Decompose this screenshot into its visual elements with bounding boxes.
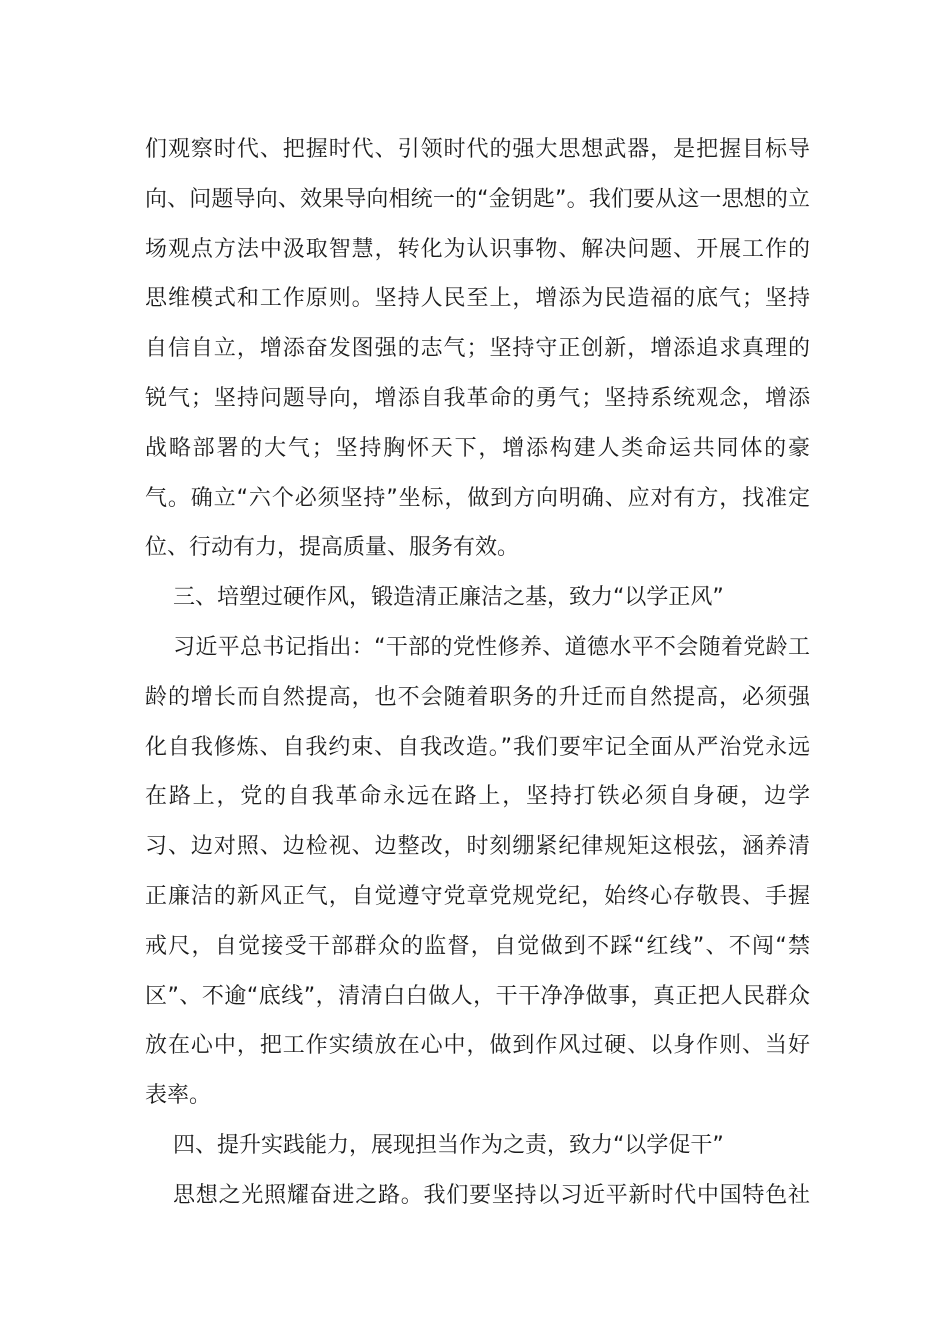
text-line: 在路上，党的自我革命永远在路上，坚持打铁必须自身硬，边学: [145, 784, 810, 810]
text-line: 化自我修炼、自我约束、自我改造。”我们要牢记全面从严治党永远: [145, 734, 810, 760]
text-line: 龄的增长而自然提高，也不会随着职务的升迁而自然提高，必须强: [145, 684, 810, 710]
text-line: 思维模式和工作原则。坚持人民至上，增添为民造福的底气；坚持: [145, 286, 810, 312]
text-line: 锐气；坚持问题导向，增添自我革命的勇气；坚持系统观念，增添: [145, 385, 810, 411]
text-line: 习近平总书记指出：“干部的党性修养、道德水平不会随着党龄工: [173, 634, 810, 660]
text-line: 正廉洁的新风正气，自觉遵守党章党规党纪，始终心存敬畏、手握: [145, 883, 810, 909]
text-line: 战略部署的大气；坚持胸怀天下，增添构建人类命运共同体的豪: [145, 435, 810, 461]
text-line: 们观察时代、把握时代、引领时代的强大思想武器，是把握目标导: [145, 137, 810, 162]
text-line: 放在心中，把工作实绩放在心中，做到作风过硬、以身作则、当好: [145, 1033, 810, 1059]
text-line: 位、行动有力，提高质量、服务有效。: [145, 535, 520, 561]
section-heading-4: 四、提升实践能力，展现担当作为之责，致力“以学促干”: [173, 1132, 724, 1158]
text-line: 向、问题导向、效果导向相统一的“金钥匙”。我们要从这一思想的立: [145, 186, 810, 212]
body-text: [145, 125, 810, 1221]
text-line: 场观点方法中汲取智慧，转化为认识事物、解决问题、开展工作的: [145, 236, 810, 262]
text-line: 气。确立“六个必须坚持”坐标，做到方向明确、应对有方，找准定: [145, 485, 810, 511]
text-line: 习、边对照、边检视、边整改，时刻绷紧纪律规矩这根弦，涵养清: [145, 834, 810, 860]
text-line: 表率。: [145, 1083, 212, 1109]
text-line: 自信自立，增添奋发图强的志气；坚持守正创新，增添追求真理的: [145, 336, 810, 362]
text-line: 思想之光照耀奋进之路。我们要坚持以习近平新时代中国特色社: [173, 1182, 810, 1208]
text-line: 区”、不逾“底线”，清清白白做人，干干净净做事，真正把人民群众: [145, 983, 810, 1009]
text-line: 戒尺，自觉接受干部群众的监督，自觉做到不踩“红线”、不闯“禁: [145, 933, 810, 959]
section-heading-3: 三、培塑过硬作风，锻造清正廉洁之基，致力“以学正风”: [173, 585, 724, 611]
